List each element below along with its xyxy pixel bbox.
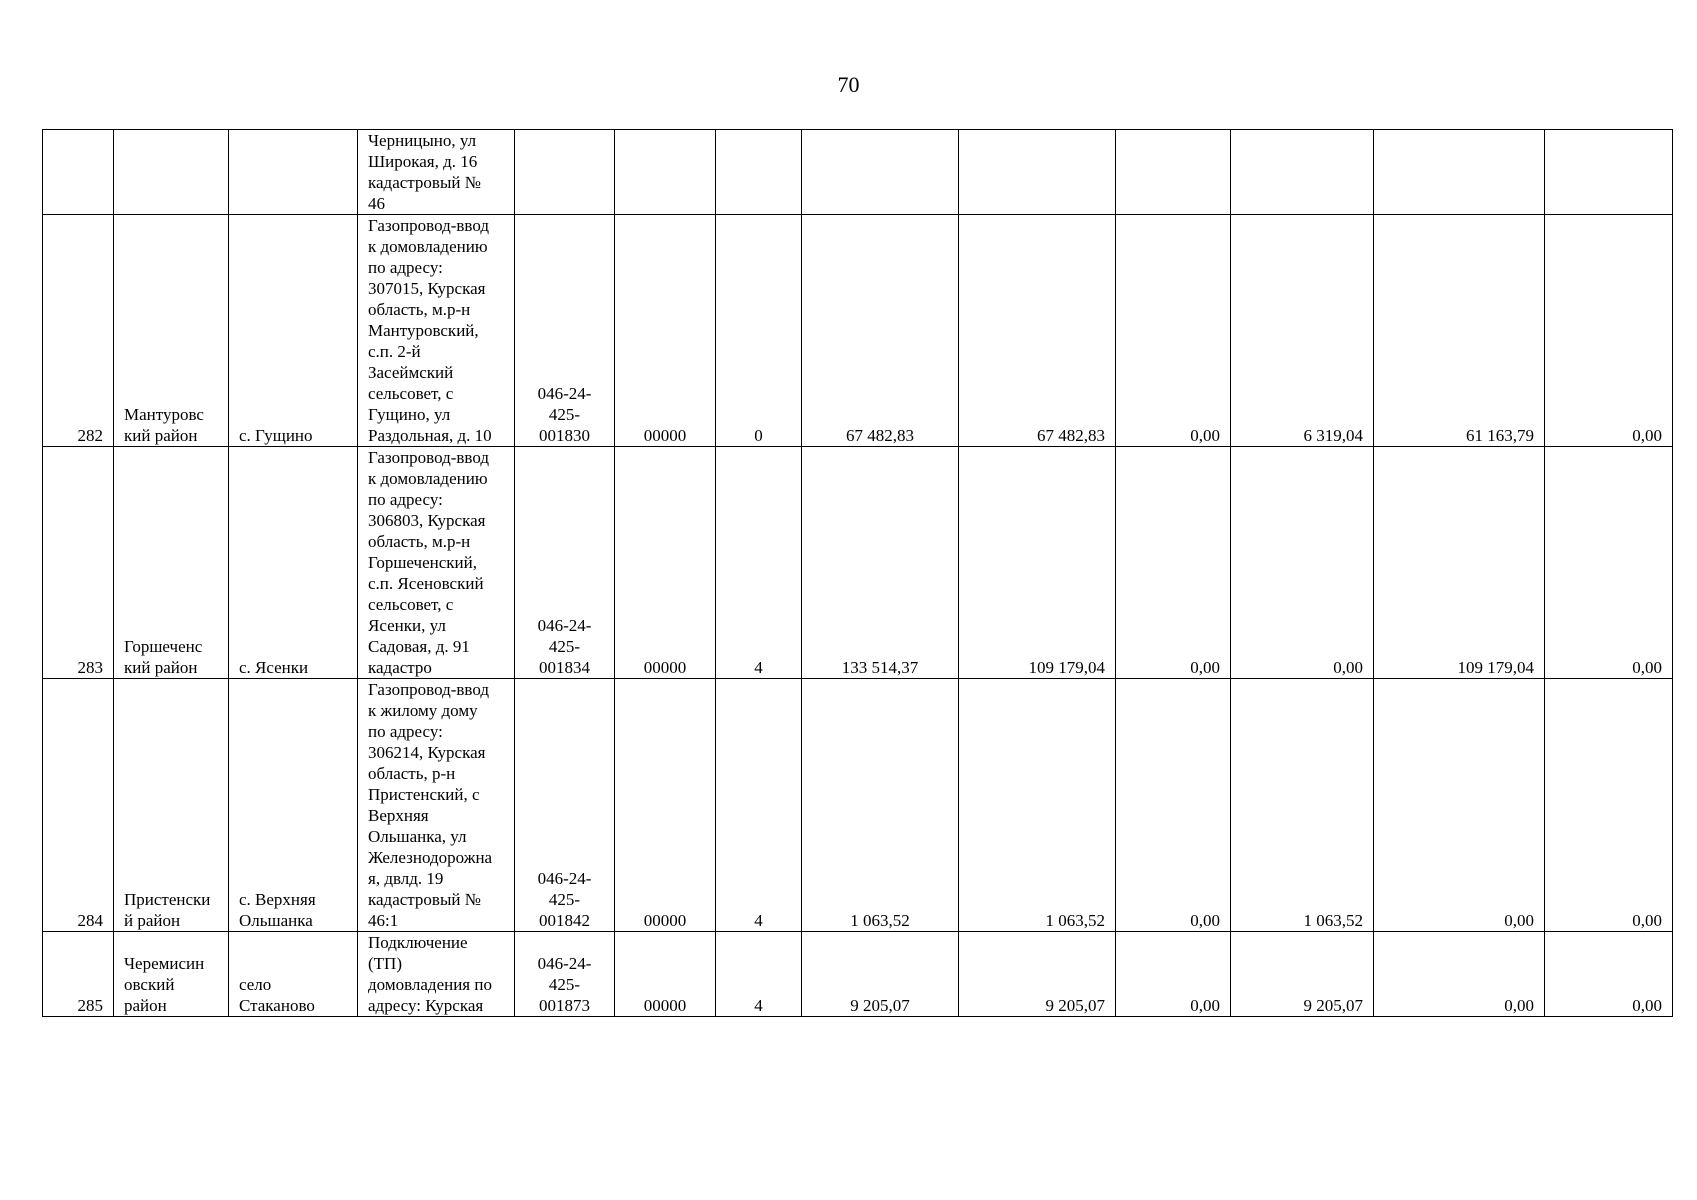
table-row [43,447,1673,679]
code-cell: 046-24- 425- 001830 [515,215,615,447]
group-cell: 4 [716,447,802,679]
amount-total-cell: 9 205,07 [802,932,959,1017]
amount-cell: 0,00 [1374,679,1545,932]
row-number: 283 [43,447,114,679]
amount-cell [1231,130,1374,215]
district-cell: Пристенски й район [114,679,229,932]
amount-cell: 61 163,79 [1374,215,1545,447]
amount-cell: 0,00 [1116,679,1231,932]
code-cell: 046-24- 425- 001834 [515,447,615,679]
amount-cell [1545,130,1673,215]
row-number: 284 [43,679,114,932]
amount-cell: 0,00 [1545,679,1673,932]
page-number: 70 [837,72,860,97]
district-cell: Мантуровс кий район [114,215,229,447]
address-cell: Черницыно, ул Широкая, д. 16 кадастровый № 46 [358,130,515,215]
amount-cell: 0,00 [1116,215,1231,447]
settlement-cell: с. Верхняя Ольшанка [229,679,358,932]
address-cell: Газопровод-ввод к домовладению по адресу: 307015, Курская область, м.р-н Мантуровский, с.п. 2-й Засеймский сельсовет, с Гущино, ул Раздольная, д. 10 [358,215,515,447]
amount-cell: 1 063,52 [959,679,1116,932]
settlement-cell: с. Гущино [229,215,358,447]
address-cell: Газопровод-ввод к домовладению по адресу: 306803, Курская область, м.р-н Горшеченский, с.п. Ясеновский сельсовет, с Ясенки, ул Садовая, д. 91 кадастро [358,447,515,679]
amount-total-cell: 1 063,52 [802,679,959,932]
group-cell: 0 [716,215,802,447]
row-number: 282 [43,215,114,447]
amount-cell [959,130,1116,215]
table-row [43,679,1673,932]
amount-cell [1116,130,1231,215]
amount-cell: 109 179,04 [959,447,1116,679]
table-row [43,932,1673,1017]
amount-cell: 0,00 [1374,932,1545,1017]
amount-cell: 9 205,07 [959,932,1116,1017]
row-number: 285 [43,932,114,1017]
group-cell: 4 [716,932,802,1017]
address-cell: Газопровод-ввод к жилому дому по адресу: 306214, Курская область, р-н Пристенский, с Верхняя Ольшанка, ул Железнодорожна я, двлд. 19 кадастровый № 46:1 [358,679,515,932]
amount-cell: 0,00 [1545,447,1673,679]
account-cell: 00000 [615,932,716,1017]
district-cell [114,130,229,215]
amount-cell [1374,130,1545,215]
data-table [42,129,1673,1017]
settlement-cell: село Стаканово [229,932,358,1017]
group-cell: 4 [716,679,802,932]
amount-total-cell: 133 514,37 [802,447,959,679]
account-cell: 00000 [615,447,716,679]
district-cell: Черемисин овский район [114,932,229,1017]
amount-cell: 1 063,52 [1231,679,1374,932]
district-cell: Горшеченс кий район [114,447,229,679]
amount-cell: 0,00 [1116,932,1231,1017]
amount-cell: 109 179,04 [1374,447,1545,679]
amount-total-cell: 67 482,83 [802,215,959,447]
table-row [43,215,1673,447]
settlement-cell [229,130,358,215]
group-cell [716,130,802,215]
amount-cell: 0,00 [1116,447,1231,679]
amount-cell: 0,00 [1545,932,1673,1017]
amount-cell: 67 482,83 [959,215,1116,447]
address-cell: Подключение (ТП) домовладения по адресу: Курская [358,932,515,1017]
amount-cell: 0,00 [1231,447,1374,679]
table-row [43,130,1673,215]
amount-cell: 6 319,04 [1231,215,1374,447]
amount-total-cell [802,130,959,215]
account-cell [615,130,716,215]
account-cell: 00000 [615,215,716,447]
amount-cell: 9 205,07 [1231,932,1374,1017]
amount-cell: 0,00 [1545,215,1673,447]
account-cell: 00000 [615,679,716,932]
code-cell: 046-24- 425- 001842 [515,679,615,932]
code-cell [515,130,615,215]
settlement-cell: с. Ясенки [229,447,358,679]
row-number [43,130,114,215]
code-cell: 046-24- 425- 001873 [515,932,615,1017]
